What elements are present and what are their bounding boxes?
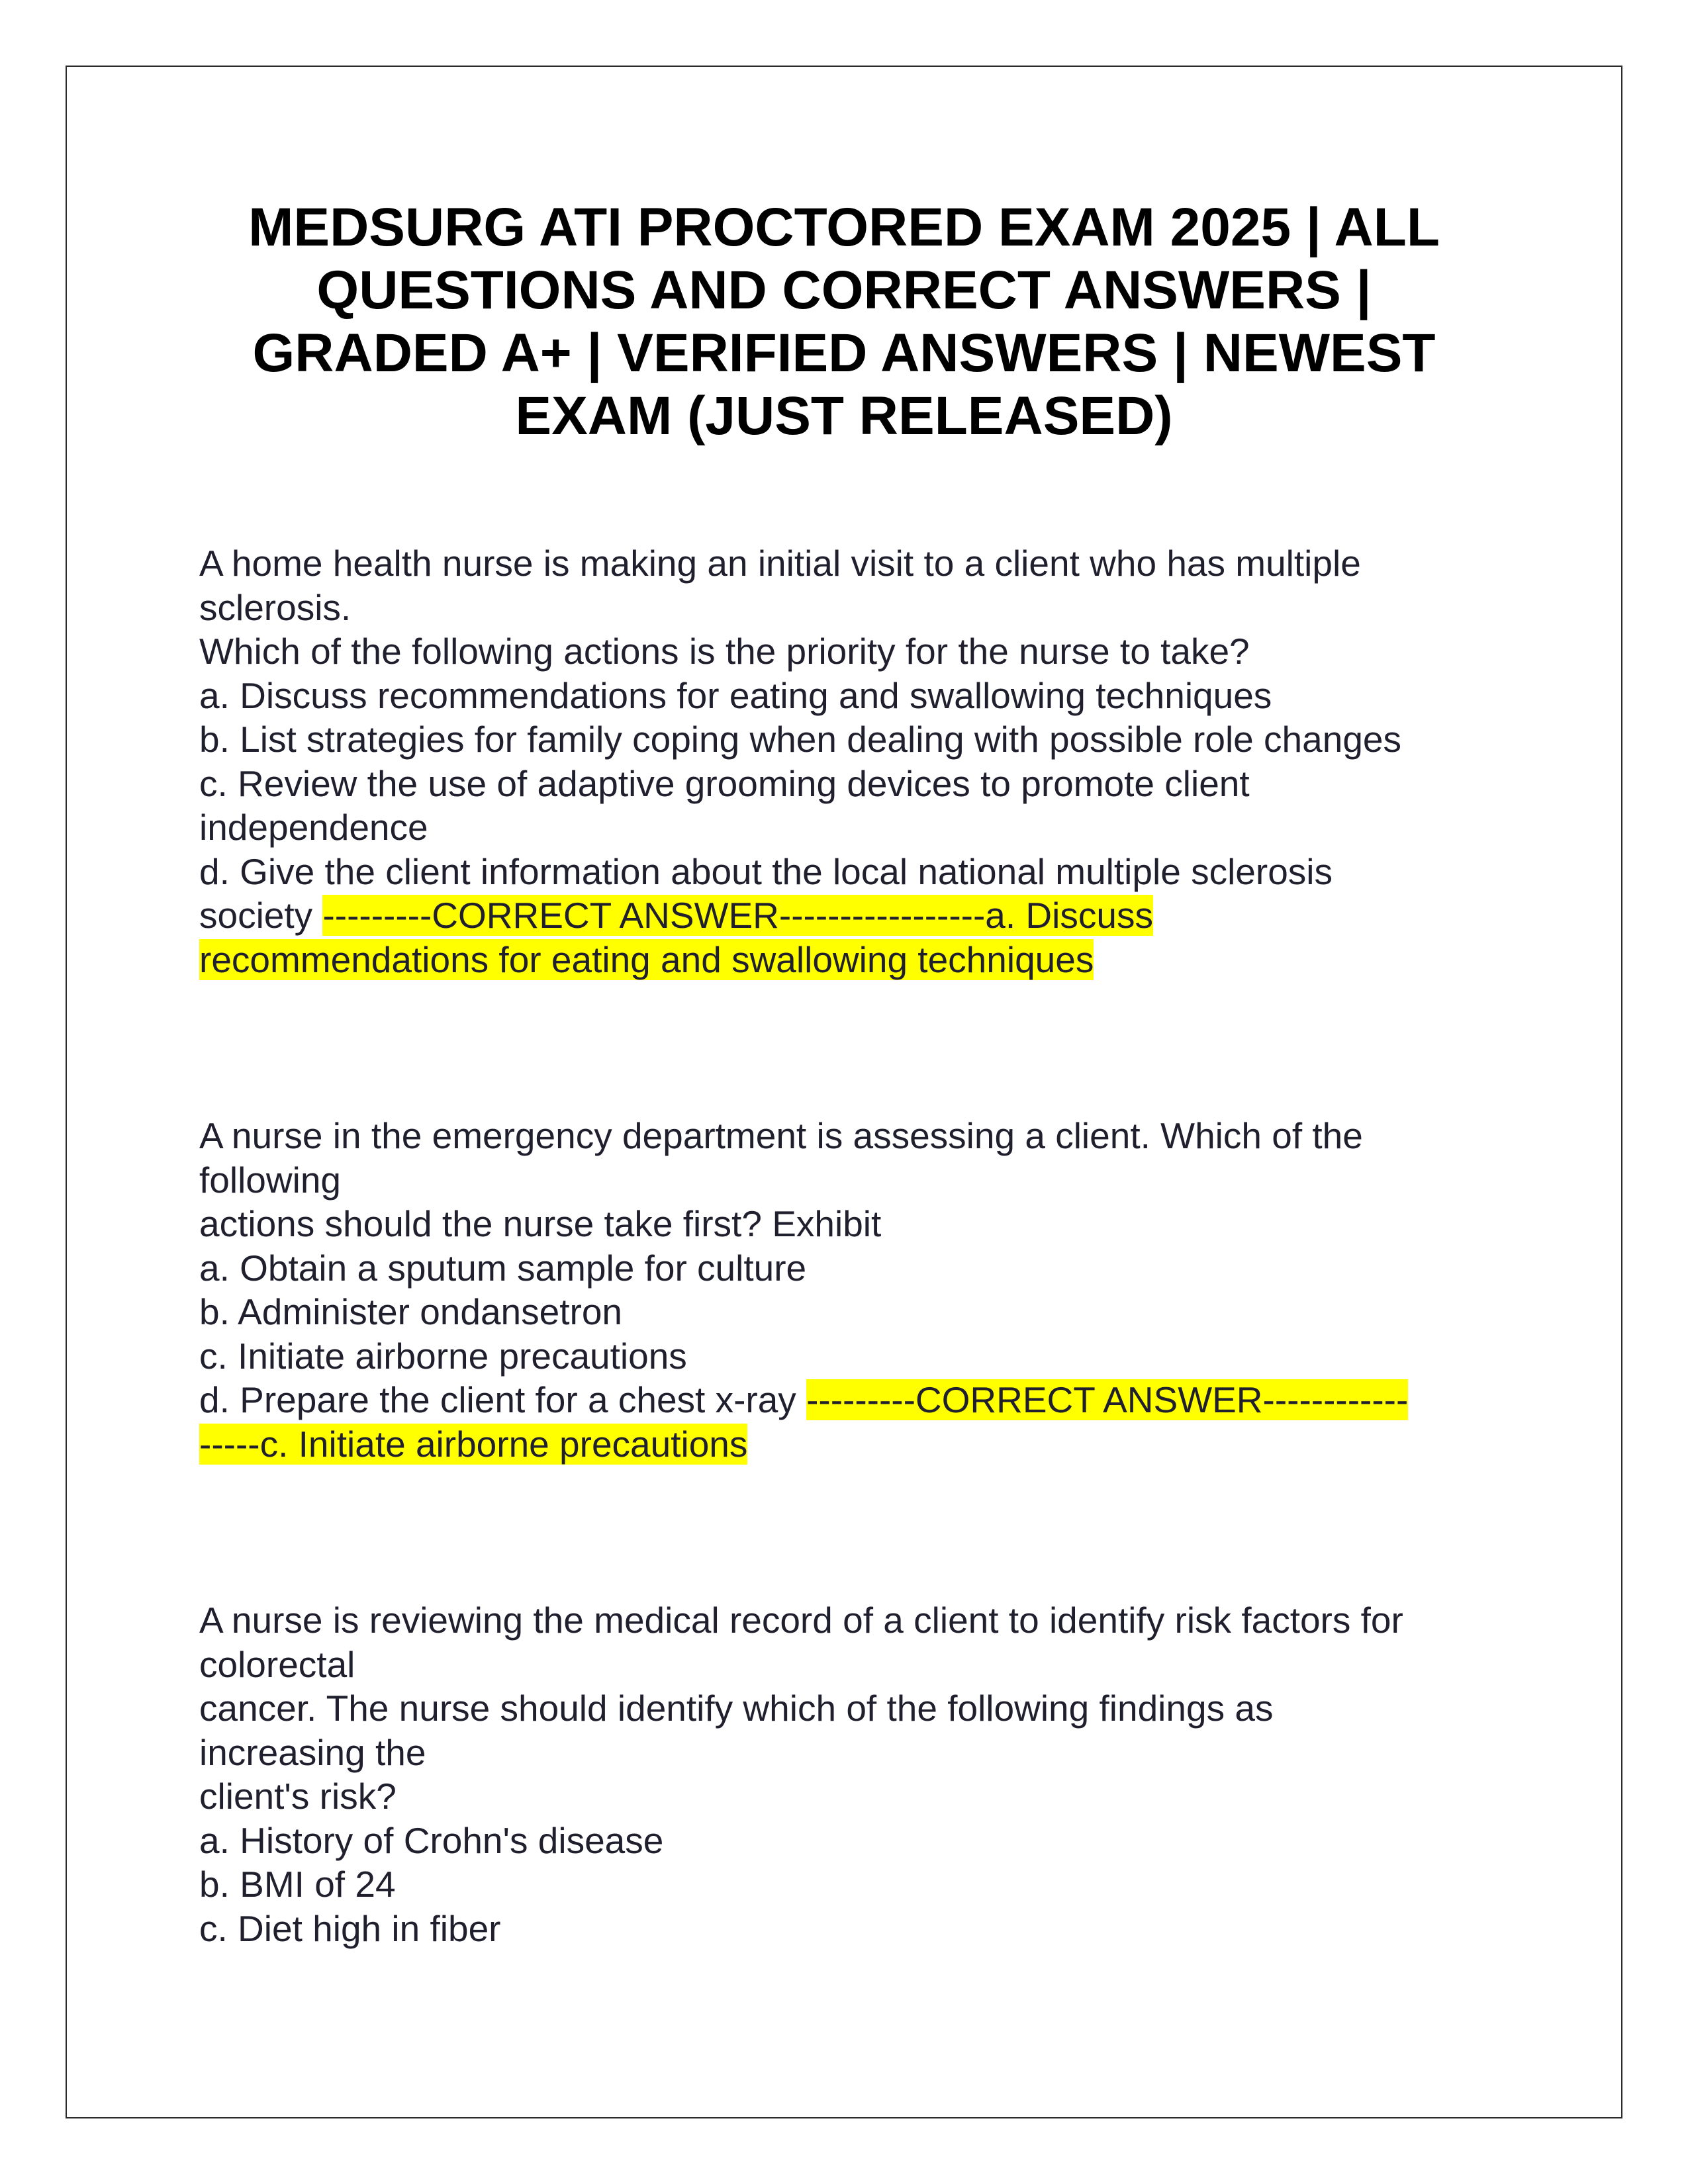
- answer-option-d: d. Prepare the client for a chest x-ray: [199, 1379, 807, 1420]
- correct-answer-highlight: -----c. Initiate airborne precautions: [199, 1423, 748, 1465]
- correct-answer-highlight: ---------CORRECT ANSWER------------: [806, 1379, 1409, 1420]
- title-line: GRADED A+ | VERIFIED ANSWERS | NEWEST: [252, 323, 1436, 383]
- question-text-line: client's risk?: [199, 1776, 397, 1817]
- correct-answer-highlight: recommendations for eating and swallowing techniques: [199, 938, 1094, 980]
- correct-answer-line: [199, 938, 1523, 982]
- answer-option-a: a. Obtain a sputum sample for culture: [199, 1247, 807, 1289]
- question-text-line: A home health nurse is making an initial visit to a client who has multiple: [199, 543, 1361, 584]
- answer-option-d-continued: society: [199, 895, 323, 936]
- spacer: [199, 1466, 1523, 1598]
- title-line: EXAM (JUST RELEASED): [515, 386, 1173, 446]
- question-1: [199, 541, 1523, 981]
- correct-answer-line: [199, 1378, 1523, 1422]
- answer-option-c: c. Initiate airborne precautions: [199, 1335, 687, 1377]
- question-text-line: cancer. The nurse should identify which of the following findings as: [199, 1688, 1274, 1729]
- title-line: MEDSURG ATI PROCTORED EXAM 2025 | ALL: [248, 197, 1440, 257]
- correct-answer-line: [199, 893, 1523, 938]
- question-text-line: actions should the nurse take first? Exhibit: [199, 1203, 882, 1244]
- answer-option-a: a. Discuss recommendations for eating and swallowing techniques: [199, 674, 1272, 716]
- document-title: [132, 196, 1556, 447]
- question-text-line: increasing the: [199, 1731, 426, 1773]
- answer-option-b: b. BMI of 24: [199, 1864, 396, 1905]
- answer-option-c: c. Diet high in fiber: [199, 1907, 501, 1949]
- question-text-line: colorectal: [199, 1643, 355, 1685]
- correct-answer-highlight: ---------CORRECT ANSWER-----------------a. Discuss: [322, 895, 1153, 936]
- question-text-line: A nurse in the emergency department is assessing a client. Which of the: [199, 1115, 1363, 1156]
- question-2: [199, 1114, 1523, 1466]
- answer-option-b: b. List strategies for family coping when dealing with possible role changes: [199, 719, 1401, 760]
- question-text-line: A nurse is reviewing the medical record of a client to identify risk factors for: [199, 1600, 1403, 1641]
- question-3: [199, 1598, 1523, 1950]
- question-text-line: Which of the following actions is the priority for the nurse to take?: [199, 631, 1250, 672]
- answer-option-c-continued: independence: [199, 807, 428, 848]
- answer-option-b: b. Administer ondansetron: [199, 1291, 622, 1332]
- spacer: [199, 981, 1523, 1114]
- title-line: QUESTIONS AND CORRECT ANSWERS |: [316, 260, 1372, 320]
- question-text-line: sclerosis.: [199, 586, 352, 628]
- answer-option-a: a. History of Crohn's disease: [199, 1819, 664, 1861]
- answer-option-d: d. Give the client information about the local national multiple sclerosis: [199, 850, 1333, 892]
- document-body: [199, 541, 1523, 1950]
- answer-option-c: c. Review the use of adaptive grooming devices to promote client: [199, 762, 1250, 804]
- correct-answer-line: [199, 1422, 1523, 1467]
- question-text-line: following: [199, 1159, 342, 1201]
